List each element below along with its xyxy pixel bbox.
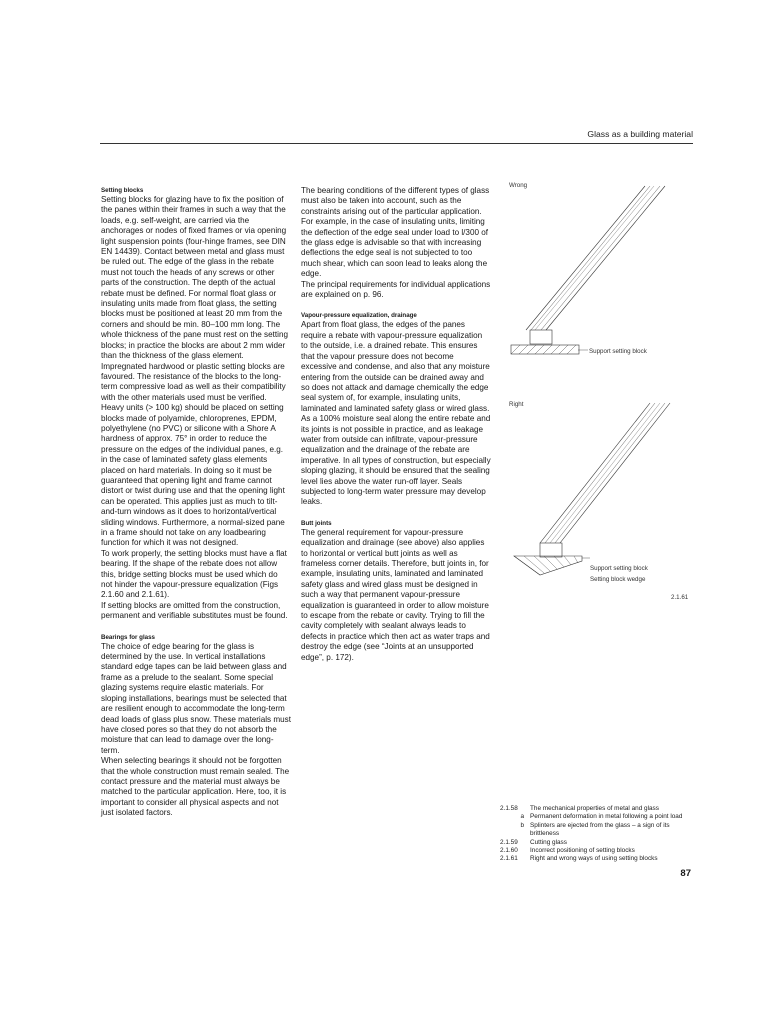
paragraph: The principal requirements for individual applications are explained on p. 96. — [301, 279, 491, 300]
caption-text: Splinters are ejected from the glass – a sign of its brittleness — [530, 821, 670, 838]
section-heading-vapour-pressure: Vapour-pressure equalization, drainage — [301, 312, 417, 320]
section-heading-setting-blocks: Setting blocks — [101, 187, 144, 194]
paragraph: The general requirement for vapour-pressure equalization and drainage (see above) also applies to horizontal or vertical butt joints as well as frameless corner details. Therefore, butt joints in, for example, insulating units, laminated and laminated safety glass and wired glass must be designed in such a way that permanent vapour-pressure equalization is guaranteed in order to allow moisture to escape from the rebate or cavity. Trying to fill the cavity completely with sealant always leads to defects in practice which then act as water traps and destroy the edge (see “Joints at an unsupported edge”, p. 172). — [301, 527, 490, 662]
paragraph: The bearing conditions of the different types of glass must also be taken into account, such as the constraints arising out of the particular application. For example, in the case of insulating units, limiting the deflection of the edge seal under load to l/300 of the glass edge is advisable so that with increasing deflections the edge seal is not subjected to too much shear, which can soon lead to leaks along the edge. — [301, 186, 490, 279]
paragraph: Apart from float glass, the edges of the panes require a rebate with vapour-pressure equalization to the outside, i.e. a drained rebate. This ensures that the vapour pressure does not become excessive and condense, and also that any moisture entering from the outside can be drained away and so does not attack and damage chemically the edge seal system of, for example, insulating units, laminated and laminated safety glass or wired glass. As a 100% moisture seal along the entire rebate and its joints is not possible in practice, and as leakage water from outside can infiltrate, vapour-pressure equalization and the drainage of the rebate are imperative. In all types of construction, but especially sloping glazing, it should be ensured that the sealing level lies above the water run-off layer. Seals subjected to long-term water pressure may develop leaks. — [301, 320, 491, 507]
text-column-middle — [301, 186, 491, 663]
paragraph: If setting blocks are omitted from the construction, permanent and verifiable substitutes must be found. — [101, 600, 288, 621]
label-wrong: Wrong — [509, 182, 528, 189]
label-setting-block-wedge: Setting block wedge — [590, 576, 646, 583]
section-heading-butt-joints: Butt joints — [301, 519, 332, 527]
page-number: 87 — [680, 868, 691, 879]
paragraph: The choice of edge bearing for the glass is determined by the use. In vertical installations standard edge tapes can be laid between glass and frame as a prelude to the sealant. Some special glazing systems require elastic materials. For sloping installations, bearings must be selected that are resilient enough to accommodate the long-term dead loads of glass plus snow. These materials must have closed pores so that they do not absorb the moisture that can lead to damage over the long-term. — [101, 641, 291, 755]
paragraph: Heavy units (> 100 kg) should be placed on setting blocks made of polyamide, chloroprenes, EPDM, polyethylene (no PVC) or silicone with a Shore A hardness of approx. 75° in order to reduce the pressure on the edges of the individual panes, e.g. in the case of laminated safety glass elements placed on hard materials. In doing so it must be guaranteed that opening light and frame cannot distort or twist during use and that the opening light can be operated. This applies just as much to tilt-and-turn windows as it does to horizontal/vertical sliding windows. Furthermore, a normal-sized pane in a frame should not take on any loadbearing function for which it was not designed. — [101, 403, 285, 548]
header-rule — [100, 143, 693, 144]
caption-number: 2.1.60 — [500, 847, 518, 855]
label-right: Right — [509, 401, 524, 408]
caption-text: The mechanical properties of metal and glass — [530, 805, 659, 812]
text-column-left — [101, 186, 291, 819]
section-heading-bearings: Bearings for glass — [101, 633, 155, 641]
running-head: Glass as a building material — [587, 129, 693, 139]
caption-text: Incorrect positioning of setting blocks — [530, 847, 635, 855]
paragraph: Setting blocks for glazing have to fix the position of the panes within their frames in such a way that the loads, e.g. self-weight, are carried via the anchorages or nodes of fixed frames or via opening light suspension points (four-hinge frames, see DIN EN 14439). Contact between metal and glass must be ruled out. The edge of the glass in the rebate must not touch the heads of any screws or other parts of the construction. The depth of the actual rebate must be defined. For normal float glass or insulating units made from float glass, the setting blocks must be positioned at least 20 mm from the corners and should be min. 80–100 mm long. The whole thickness of the pane must rest on the setting blocks; in practice the blocks are about 2 mm wider than the thickness of the glass element. Impregnated hardwood or plastic setting blocks are favoured. The resistance of the blocks to the long-term compressive load as well as their compatibility with the other materials used must be verified. — [101, 195, 288, 402]
caption-number: 2.1.61 — [500, 855, 518, 863]
caption-row — [500, 805, 700, 813]
caption-text: Cutting glass — [530, 838, 567, 846]
figure-setting-blocks — [500, 178, 700, 608]
caption-row — [500, 822, 700, 839]
label-support-setting-block-right: Support setting block — [590, 565, 648, 572]
caption-text: Permanent deformation in metal following a point load — [530, 813, 683, 821]
paragraph: To work properly, the setting blocks must have a flat bearing. If the shape of the rebate does not allow this, bridge setting blocks must be used which do not hinder the vapour-pressure equalization (Figs 2.1.60 and 2.1.61). — [101, 548, 287, 600]
caption-sub: a — [520, 813, 524, 821]
figure-captions — [500, 805, 700, 864]
caption-row — [500, 847, 700, 855]
caption-sub: b — [520, 821, 524, 829]
caption-row — [500, 839, 700, 847]
caption-row — [500, 855, 700, 863]
figure-number: 2.1.61 — [671, 594, 689, 601]
label-support-setting-block-wrong: Support setting block — [589, 348, 647, 355]
paragraph: When selecting bearings it should not be forgotten that the whole construction must remain sealed. The contact pressure and the material must always be matched to the particular application. Here, too, it is important to consider all physical aspects and not just isolated factors. — [101, 756, 290, 818]
caption-text: Right and wrong ways of using setting blocks — [530, 855, 658, 863]
setting-block-diagram — [500, 178, 700, 608]
caption-number: 2.1.59 — [500, 838, 518, 846]
caption-row — [500, 813, 700, 821]
caption-number: 2.1.58 — [500, 805, 518, 812]
